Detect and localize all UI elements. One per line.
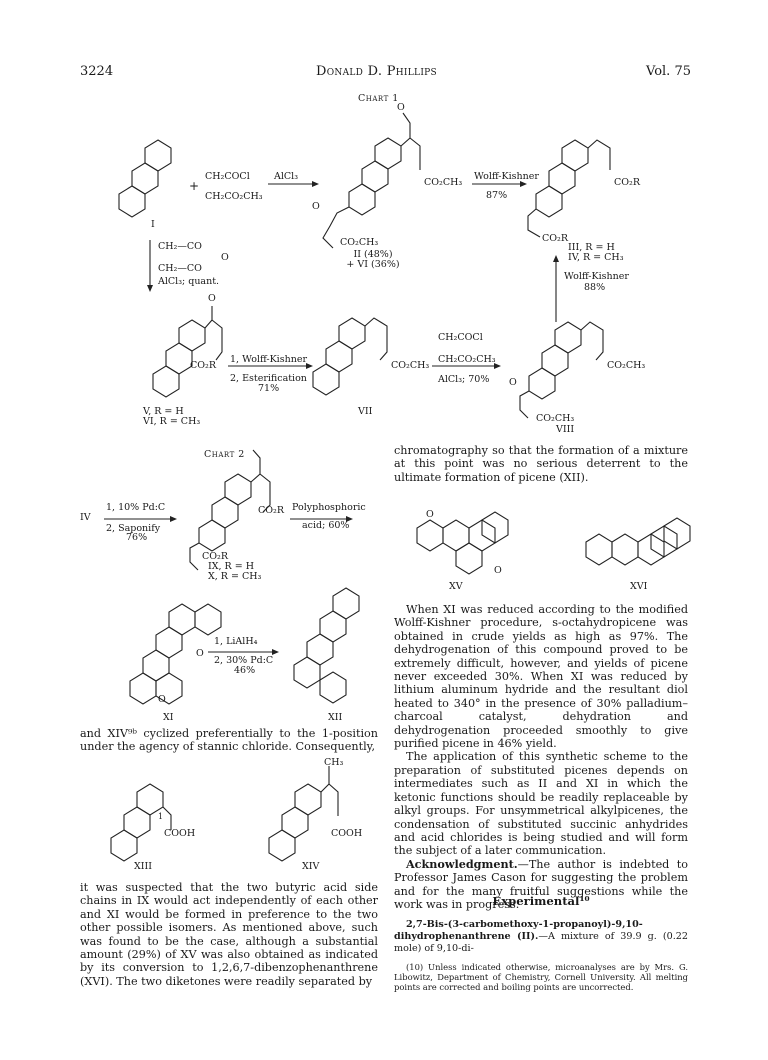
experimental-compound-title: 2,7-Bis-(3-carbomethoxy-1-propanoyl)-9,10-dihydrophenanthrene (II). xyxy=(394,919,643,942)
anhydride-line-1: CH₂—CO xyxy=(158,241,202,252)
label-co2ch3-viii-right: CO₂CH₃ xyxy=(607,360,646,371)
label-vi-yield: + VI (36%) xyxy=(346,259,400,270)
right-column-paragraph-2: When XI was reduced according to the modified Wolff-Kishner procedure, s-octahydropicene was obtained in crude yields as high as 97%. The dehydrogenation of this compound proved to be extremely difficult, however, and yields of picene never exceeded 30%. When XI was reduced by lithium aluminum hydride and the resultant diol heated to 340° in the presence of 30% palladium–charcoal catalyst, dehydration and dehydrogenation proceeded smoothly to give purified picene in 46% yield. xyxy=(394,603,688,751)
chart-2-title: Chart 2 xyxy=(204,449,245,460)
experimental-heading: Experimental¹⁰ xyxy=(492,894,590,908)
label-wolff-kishner-1: Wolff-Kishner xyxy=(474,171,539,182)
label-iii: III, R = H xyxy=(568,242,615,253)
label-vii: VII xyxy=(358,406,373,417)
label-xv: XV xyxy=(449,581,463,592)
label-viii: VIII xyxy=(556,424,575,435)
label-lialh4: 1, LiAlH₄ xyxy=(214,636,258,647)
reagent-ch2co2ch3: CH₂CO₂CH₃ xyxy=(438,354,496,365)
footnote-10: (10) Unless indicated otherwise, microanalyses are by Mrs. G. Libowitz, Department of Chemistry, Cornell University. All melting points are corrected and boiling points are uncorrected. xyxy=(394,962,688,993)
label-xi: XI xyxy=(163,712,174,723)
anhydride-line-2: CH₂—CO xyxy=(158,263,202,274)
ketone-oxygen-xv-b: O xyxy=(494,565,502,576)
right-column-paragraph-1: chromatography so that the formation of a mixture at this point was no serious deterrent to the ultimate formation of picene (XII). xyxy=(394,444,688,484)
label-co2r-iii-right: CO₂R xyxy=(614,177,641,188)
label-saponify-yield: 76% xyxy=(126,532,148,543)
volume: Vol. 75 xyxy=(646,64,691,79)
compound-xiii-structure xyxy=(111,784,171,861)
label-v: V, R = H xyxy=(143,406,184,417)
label-co2r-iii-bottom: CO₂R xyxy=(542,233,569,244)
running-author: Donald D. Phillips xyxy=(316,64,438,79)
label-ii-yield: II (48%) xyxy=(353,249,393,260)
label-step-1: 1, Wolff-Kishner xyxy=(230,354,307,365)
label-ix: IX, R = H xyxy=(208,561,254,572)
reagent-alcl3-70: AlCl₃; 70% xyxy=(438,374,490,385)
label-cooh-xiii: COOH xyxy=(164,828,196,839)
label-co2ch3-vii: CO₂CH₃ xyxy=(391,360,430,371)
label-step-yield: 71% xyxy=(258,383,280,394)
left-column-paragraph-2: it was suspected that the two butyric acid side chains in IX would act independently of each other and XI would be formed in preference to the two other possible isomers. As mentioned above, such was found to be the case, although a substantial amount (29%) of XV was also obtained as indicated by its conversion to 1,2,6,7-dibenzophenanthrene (XVI). The two diketones were readily separated by xyxy=(80,881,378,988)
label-iv: IV, R = CH₃ xyxy=(568,252,624,263)
chart-1-title: Chart 1 xyxy=(358,93,399,104)
label-step-2: 2, Esterification xyxy=(230,373,307,384)
ketone-oxygen-viii: O xyxy=(509,377,517,388)
label-iv-start: IV xyxy=(80,512,91,523)
label-co2r-ix-bottom: CO₂R xyxy=(202,551,229,562)
reagent-acid-chloride: CH₂COCl xyxy=(205,171,250,182)
ketone-oxygen-left: O xyxy=(312,201,320,212)
experimental-paragraph xyxy=(394,919,688,955)
ketone-oxygen-top: O xyxy=(397,102,405,113)
label-co2r-ix-right: CO₂R xyxy=(258,505,285,516)
acknowledgment-heading: Acknowledgment. xyxy=(406,856,518,871)
label-acid-yield: acid; 60% xyxy=(302,520,350,531)
right-column-body xyxy=(394,603,688,911)
label-co2ch3-viii-bottom: CO₂CH₃ xyxy=(536,413,575,424)
label-pd-c-10: 1, 10% Pd:C xyxy=(106,502,166,513)
right-column-paragraph-3: The application of this synthetic scheme to the preparation of substituted picenes depends on intermediates such as II and XI in which the ketonic functions should be readily replaceable by alkyl groups. For unsymmetrical alkylpicenes, the condensation of substituted succinic anhydrides and acid chlorides is being studied and will form the subject of a later communication. xyxy=(394,750,688,858)
label-cooh-xiv: COOH xyxy=(331,828,363,839)
label-xiv: XIV xyxy=(302,861,320,872)
ketone-oxygen-xi-b: O xyxy=(158,694,166,705)
ketone-oxygen-xv-a: O xyxy=(426,509,434,520)
label-xiii: XIII xyxy=(134,861,153,872)
label-co2ch3-ii-right: CO₂CH₃ xyxy=(424,177,463,188)
experimental-body: —A mixture of 39.9 g. (0.22 mole) of 9,10-di- xyxy=(394,931,688,954)
acknowledgment-body: —The author is indebted to Professor James Cason for suggesting the problem and for the many fruitful suggestions while the work was in progress. xyxy=(394,857,688,911)
label-wolff-kishner-1-yield: 87% xyxy=(486,190,508,201)
compound-xiv-structure xyxy=(269,766,338,861)
label-co2r-v: CO₂R xyxy=(190,360,217,371)
ketone-oxygen-v: O xyxy=(208,293,216,304)
label-compound-i: I xyxy=(151,219,155,230)
reagent-ester: CH₂CO₂CH₃ xyxy=(205,191,263,202)
left-column-paragraph-1: and XIV⁹ᵇ cyclized preferentially to the 1-position under the agency of stannic chloride. Consequently, xyxy=(80,727,378,754)
reagent-alcl3: AlCl₃ xyxy=(274,171,299,182)
page-number: 3224 xyxy=(80,64,114,79)
label-saponify: 2, Saponify xyxy=(106,523,161,534)
label-co2ch3-ii-bottom: CO₂CH₃ xyxy=(340,237,379,248)
label-ch3-xiv: CH₃ xyxy=(324,757,344,768)
label-vi: VI, R = CH₃ xyxy=(143,416,201,427)
anhydride-oxygen: O xyxy=(221,252,229,263)
plus-sign: + xyxy=(189,179,200,193)
label-x: X, R = CH₃ xyxy=(208,571,262,582)
ketone-oxygen-xi-a: O xyxy=(196,648,204,659)
label-xvi: XVI xyxy=(630,581,648,592)
label-wolff-kishner-2: Wolff-Kishner xyxy=(564,271,629,282)
label-pd-c-30: 2, 30% Pd:C xyxy=(214,655,274,666)
label-46-yield: 46% xyxy=(234,665,256,676)
reagent-ch2cocl: CH₂COCl xyxy=(438,332,483,343)
position-1: 1 xyxy=(158,812,164,821)
anhydride-conditions: AlCl₃; quant. xyxy=(158,276,220,287)
label-wolff-kishner-2-yield: 88% xyxy=(584,282,606,293)
compound-xvi-structure xyxy=(586,518,690,565)
label-xii: XII xyxy=(328,712,343,723)
label-polyphosphoric: Polyphosphoric xyxy=(292,502,366,513)
